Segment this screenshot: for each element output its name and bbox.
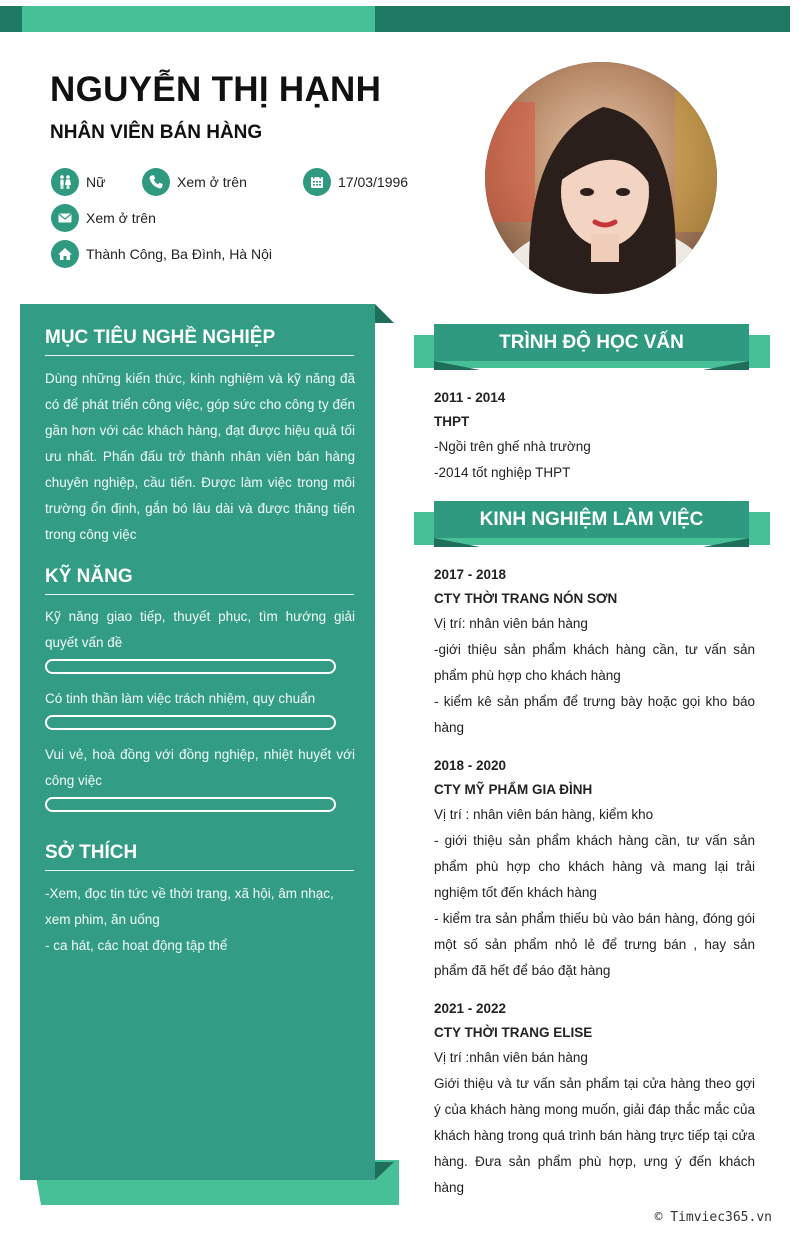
phone-value: Xem ở trên	[177, 174, 247, 190]
skill-bar	[45, 797, 336, 812]
top-bar-accent	[22, 6, 375, 32]
experience-line: Vị trí : nhân viên bán hàng, kiểm kho	[434, 807, 654, 822]
experience-item	[434, 754, 755, 984]
envelope-icon	[51, 204, 79, 232]
profile-photo	[485, 62, 717, 294]
home-icon	[51, 240, 79, 268]
address-value: Thành Công, Ba Đình, Hà Nội	[86, 246, 272, 262]
experience-item	[434, 997, 755, 1201]
hobbies-heading: SỞ THÍCH	[45, 842, 354, 871]
address-info	[51, 240, 272, 268]
skills-heading: KỸ NĂNG	[45, 566, 354, 595]
experience-line: Vị trí :nhân viên bán hàng	[434, 1050, 588, 1065]
experience-years: 2018 - 2020	[434, 758, 507, 773]
skill-item: Có tinh thần làm việc trách nhiệm, quy chuẩn	[45, 691, 316, 706]
hobby-item: -Xem, đọc tin tức về thời trang, xã hội, âm nhạc, xem phim, ăn uống	[45, 886, 334, 927]
experience-item	[434, 563, 755, 741]
education-line: -Ngồi trên ghế nhà trường	[434, 439, 591, 454]
education-heading: TRÌNH ĐỘ HỌC VẤN	[434, 324, 749, 361]
skill-item: Vui vẻ, hoà đồng với đồng nghiệp, nhiệt huyết với công việc	[45, 747, 355, 788]
gender-icon	[51, 168, 79, 196]
education-block	[434, 386, 755, 486]
gender-info	[51, 168, 105, 196]
experience-company: CTY THỜI TRANG ELISE	[434, 1025, 593, 1040]
job-title: NHÂN VIÊN BÁN HÀNG	[50, 122, 263, 143]
experience-line: Vị trí: nhân viên bán hàng	[434, 616, 588, 631]
experience-line: - kiểm kê sản phẩm để trưng bày hoặc gọi kho báo hàng	[434, 694, 755, 735]
career-heading: MỤC TIÊU NGHỀ NGHIỆP	[45, 327, 354, 356]
education-years: 2011 - 2014	[434, 390, 506, 405]
experience-company: CTY MỸ PHẨM GIA ĐÌNH	[434, 782, 593, 797]
experience-line: -giới thiệu sản phẩm khách hàng cần, tư vấn sản phẩm phù hợp cho khách hàng	[434, 642, 755, 683]
hobby-item: - ca hát, các hoạt động tập thể	[45, 938, 228, 953]
email-value: Xem ở trên	[86, 210, 156, 226]
experience-heading: KINH NGHIỆM LÀM VIỆC	[434, 501, 749, 538]
birthday-info	[303, 168, 408, 196]
birthday-value: 17/03/1996	[338, 174, 409, 190]
footer-copyright: © Timviec365.vn	[654, 1210, 772, 1225]
career-text: Dùng những kiến thức, kinh nghiệm và kỹ năng đã có để phát triển công việc, góp sức cho công ty đến gần hơn với các khách hàng, đạt được hiệu quả tối ưu nhất. Phấn đấu trở thành nhân viên bán hàng chuyên nghiệp, cầu tiến. Được làm việc trong môi trường ổn định, gắn bó lâu dài và được thăng tiến trong công việc	[45, 371, 355, 542]
experience-line: - giới thiệu sản phẩm khách hàng cần, tư vấn sản phẩm phù hợp cho khách hàng và mang lại trải nghiệm tốt đến khách hàng	[434, 833, 755, 900]
phone-info	[142, 168, 247, 196]
skill-bar	[45, 715, 336, 730]
experience-years: 2021 - 2022	[434, 1001, 507, 1016]
experience-company: CTY THỜI TRANG NÓN SƠN	[434, 591, 618, 606]
email-info	[51, 204, 156, 232]
skill-item: Kỹ năng giao tiếp, thuyết phục, tìm hướng giải quyết vấn đề	[45, 609, 355, 650]
experience-line: Giới thiệu và tư vấn sản phẩm tại cửa hàng theo gợi ý của khách hàng mong muốn, giải đáp thắc mắc của khách hàng trong quá trình bán hàng trực tiếp tại cửa hàng. Đưa sản phẩm phù hợp, ưng ý đến khách hàng	[434, 1076, 755, 1195]
experience-line: - kiểm tra sản phẩm thiếu bù vào bán hàng, đóng gói một số sản phẩm nhỏ lẻ để trưng bán , hay sản phẩm đã hết để báo đặt hàng	[434, 911, 755, 978]
calendar-icon	[303, 168, 331, 196]
education-line: -2014 tốt nghiệp THPT	[434, 465, 571, 480]
candidate-name: NGUYỄN THỊ HẠNH	[50, 70, 382, 109]
phone-icon	[142, 168, 170, 196]
experience-years: 2017 - 2018	[434, 567, 507, 582]
skill-bar	[45, 659, 336, 674]
left-panel-fold-top	[375, 304, 394, 323]
education-school: THPT	[434, 414, 470, 429]
gender-value: Nữ	[86, 174, 106, 190]
